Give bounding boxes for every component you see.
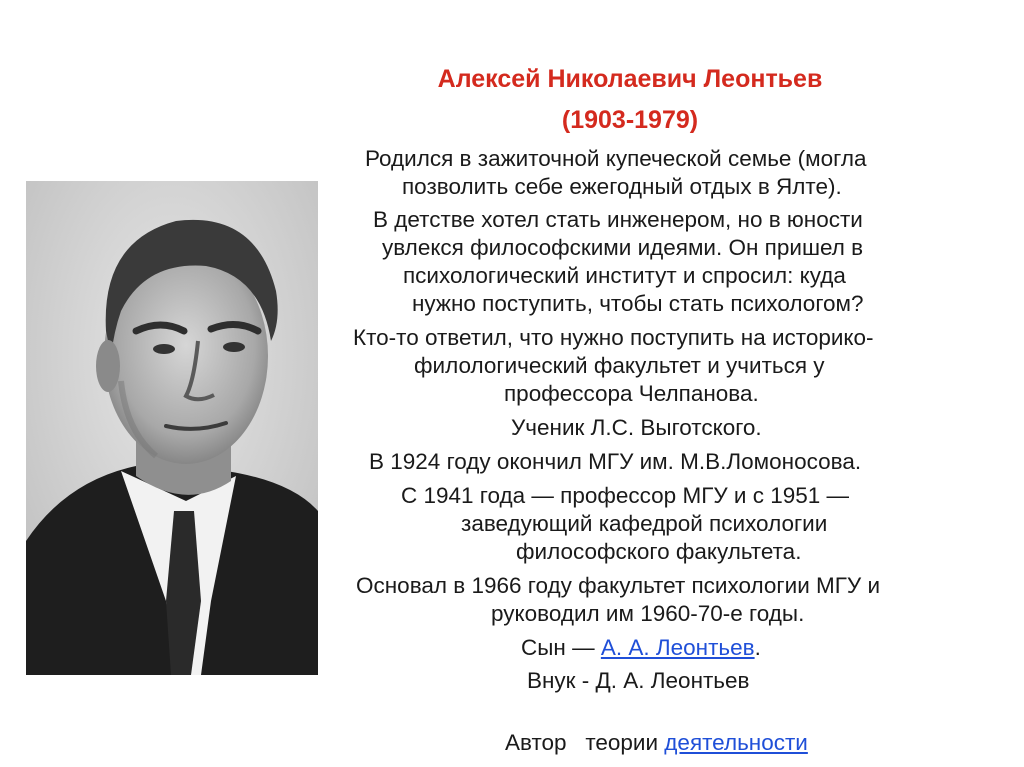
bio-line: заведующий кафедрой психологии bbox=[461, 511, 828, 536]
grandson-line: Внук - Д. А. Леонтьев bbox=[527, 668, 750, 693]
author-prefix: Автор теории bbox=[505, 730, 665, 755]
portrait-photo bbox=[26, 181, 318, 675]
life-years: (1903-1979) bbox=[561, 106, 699, 134]
son-link[interactable]: А. А. Леонтьев bbox=[600, 635, 755, 660]
bio-line: руководил им 1960-70-е годы. bbox=[491, 601, 805, 626]
activity-theory-link[interactable]: деятельности bbox=[664, 730, 808, 755]
bio-line: Основал в 1966 году факультет психологии МГУ и bbox=[356, 573, 881, 598]
bio-line: Родился в зажиточной купеческой семье (могла bbox=[365, 146, 867, 171]
page-title: Алексей Николаевич Леонтьев bbox=[437, 65, 823, 93]
portrait-photo-icon bbox=[26, 181, 318, 675]
son-line bbox=[521, 634, 761, 662]
bio-line: филологический факультет и учиться у bbox=[414, 353, 825, 378]
bio-line: В 1924 году окончил МГУ им. М.В.Ломоносова. bbox=[369, 449, 862, 474]
bio-line: философского факультета. bbox=[516, 539, 802, 564]
bio-line: С 1941 года — профессор МГУ и с 1951 — bbox=[401, 483, 850, 508]
son-suffix: . bbox=[754, 635, 761, 660]
bio-line: Кто-то ответил, что нужно поступить на историко- bbox=[353, 325, 874, 350]
bio-line: профессора Челпанова. bbox=[504, 381, 759, 406]
bio-line: Ученик Л.С. Выготского. bbox=[511, 415, 762, 440]
bio-line: увлекся философскими идеями. Он пришел в bbox=[382, 235, 864, 260]
bio-line: психологический институт и спросил: куда bbox=[403, 263, 846, 288]
bio-line: В детстве хотел стать инженером, но в юности bbox=[373, 207, 863, 232]
bio-line: нужно поступить, чтобы стать психологом? bbox=[412, 291, 864, 316]
son-prefix: Сын — bbox=[521, 635, 601, 660]
bio-line: позволить себе ежегодный отдых в Ялте). bbox=[402, 174, 842, 199]
author-line bbox=[480, 701, 808, 767]
